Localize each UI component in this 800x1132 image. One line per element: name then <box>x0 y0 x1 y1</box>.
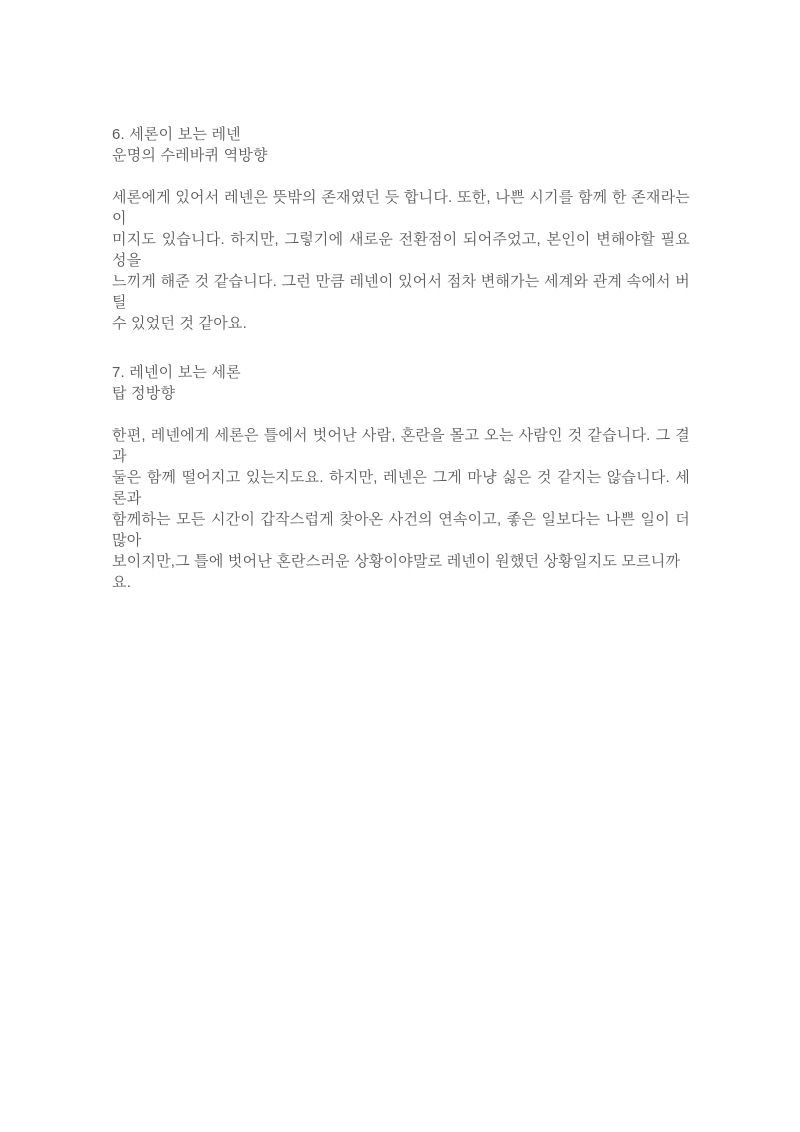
paragraph-line: 느끼게 해준 것 같습니다. 그런 만큼 레넨이 있어서 점차 변해가는 세계와 관계 속에서 버틸 <box>112 273 690 311</box>
paragraph-line: 함께하는 모든 시간이 갑작스럽게 찾아온 사건의 연속이고, 좋은 일보다는 나쁜 일이 더 많아 <box>112 511 690 549</box>
document-content <box>112 124 690 593</box>
section-6 <box>112 124 690 334</box>
paragraph-line: 세론에게 있어서 레넨은 뜻밖의 존재였던 듯 합니다. 또한, 나쁜 시기를 함께 한 존재라는 이 <box>112 189 690 227</box>
paragraph-line: 미지도 있습니다. 하지만, 그렇기에 새로운 전환점이 되어주었고, 본인이 변해야할 필요성을 <box>112 231 690 269</box>
section-7-paragraph <box>112 425 690 593</box>
section-7-title: 7. 레넨이 보는 세론 <box>112 364 241 381</box>
section-7-subtitle: 탑 정방향 <box>112 385 176 402</box>
paragraph-line: 수 있었던 것 같아요. <box>112 315 247 332</box>
section-6-subtitle: 운명의 수레바퀴 역방향 <box>112 147 268 164</box>
paragraph-line: 보이지만,그 틀에 벗어난 혼란스러운 상황이야말로 레넨이 원했던 상황일지도 모르니까요. <box>112 553 681 591</box>
section-6-paragraph <box>112 187 690 334</box>
paragraph-line: 한편, 레넨에게 세론은 틀에서 벗어난 사람, 혼란을 몰고 오는 사람인 것 같습니다. 그 결과 <box>112 427 690 465</box>
paragraph-line: 둘은 함께 떨어지고 있는지도요. 하지만, 레넨은 그게 마냥 싫은 것 같지는 않습니다. 세론과 <box>112 469 690 507</box>
section-6-title: 6. 세론이 보는 레넨 <box>112 126 241 143</box>
section-7 <box>112 362 690 593</box>
